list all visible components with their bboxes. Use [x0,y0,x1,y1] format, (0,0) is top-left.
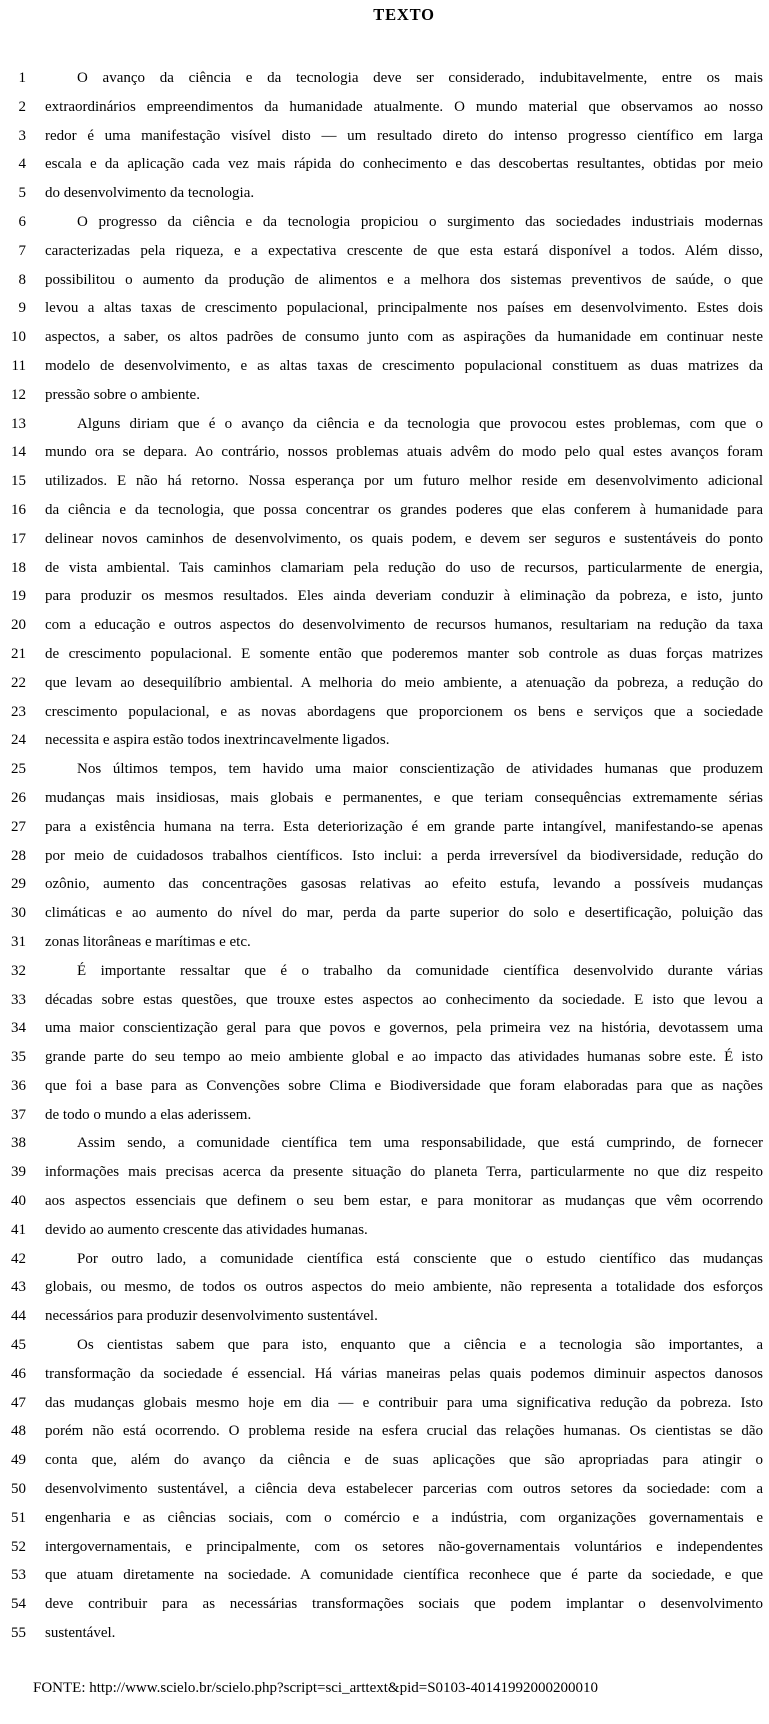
line-text: O progresso da ciência e da tecnologia propiciou o surgimento das sociedades industriais modernas [77,213,763,230]
line-row [0,1417,769,1446]
line-number: 8 [18,271,26,288]
line-row [0,1590,769,1619]
line-row [0,323,769,352]
line-number: 29 [11,876,26,893]
line-text: escala e da aplicação cada vez mais rápida do conhecimento e das descobertas resultantes, obtidas por meio [45,156,763,173]
line-row [0,1187,769,1216]
line-text: para produzir os mesmos resultados. Eles ainda deveriam conduzir à eliminação da pobreza, e isto, junto [45,588,763,605]
line-number: 34 [11,1020,26,1037]
line-row [0,755,769,784]
line-text: com a educação e outros aspectos do desenvolvimento de recursos humanos, resultariam na redução da taxa [45,617,763,634]
line-number: 12 [11,386,26,403]
line-number: 17 [11,530,26,547]
line-row [0,870,769,899]
line-text: ozônio, aumento das concentrações gasosas relativas ao efeito estufa, levando a possíveis mudanças [45,876,763,893]
line-row [0,698,769,727]
line-number: 9 [18,300,26,317]
line-number: 46 [11,1365,26,1382]
line-row [0,669,769,698]
line-number: 14 [11,444,26,461]
line-number: 31 [11,933,26,950]
line-number: 6 [18,213,26,230]
line-row [0,928,769,957]
line-row [0,1043,769,1072]
line-number: 35 [11,1049,26,1066]
line-row [0,1072,769,1101]
line-number: 21 [11,645,26,662]
line-number: 7 [18,242,26,259]
line-number: 23 [11,703,26,720]
line-text: para a existência humana na terra. Esta deteriorização é em grande parte intangível, manifestando-se apenas [45,818,763,835]
line-row [0,496,769,525]
line-row [0,381,769,410]
line-number: 40 [11,1193,26,1210]
line-row [0,1216,769,1245]
source-line [33,1674,598,1702]
line-row [0,64,769,93]
line-row [0,813,769,842]
line-text: É importante ressaltar que é o trabalho da comunidade científica desenvolvido durante várias [77,962,763,979]
line-number: 28 [11,847,26,864]
line-text: porém não está ocorrendo. O problema reside na esfera crucial das relações humanas. Os cientistas se dão [45,1423,763,1440]
line-row [0,842,769,871]
line-number: 5 [18,185,26,202]
line-row [0,784,769,813]
line-row [0,582,769,611]
line-number: 22 [11,674,26,691]
line-number: 52 [11,1538,26,1555]
line-row [0,410,769,439]
line-number: 50 [11,1481,26,1498]
line-number: 41 [11,1221,26,1238]
line-number: 4 [18,156,26,173]
page-title: TEXTO [373,5,435,24]
line-row [0,266,769,295]
line-number: 26 [11,789,26,806]
line-text: modelo de desenvolvimento, e as altas taxas de crescimento populacional constituem as duas matrizes da [45,357,763,374]
line-row [0,1014,769,1043]
line-row [0,1561,769,1590]
line-number: 19 [11,588,26,605]
line-text: intergovernamentais, e principalmente, com os setores não-governamentais voluntários e independentes [45,1538,763,1555]
line-text: aos aspectos essenciais que definem o seu bem estar, e para monitorar as mudanças que vêm ocorrendo [45,1193,763,1210]
line-row [0,1158,769,1187]
line-text: de crescimento populacional. E somente então que poderemos manter sob controle as duas forças matrizes [45,645,763,662]
line-row [0,352,769,381]
line-text: Por outro lado, a comunidade científica está consciente que o estudo científico das mudanças [77,1250,763,1267]
line-text: Nos últimos tempos, tem havido uma maior conscientização de atividades humanas que produzem [77,761,763,778]
line-text: que levam ao desequilíbrio ambiental. A melhoria do meio ambiente, a atenuação da pobreza, a redução do [45,674,763,691]
line-number: 20 [11,617,26,634]
line-number: 47 [11,1394,26,1411]
line-number: 51 [11,1509,26,1526]
line-text: delinear novos caminhos de desenvolvimento, os quais podem, e devem ser seguros e sustentáveis do ponto [45,530,763,547]
line-text: sustentável. [45,1625,116,1642]
line-row [0,237,769,266]
line-row [0,1446,769,1475]
line-number: 49 [11,1452,26,1469]
source-label: FONTE: [33,1680,86,1696]
lines [0,64,769,1648]
line-text: zonas litorâneas e marítimas e etc. [45,933,251,950]
line-number: 45 [11,1337,26,1354]
line-text: globais, ou mesmo, de todos os outros aspectos do meio ambiente, não representa a totalidade dos esforços [45,1279,763,1296]
line-row [0,1504,769,1533]
line-text: mudanças mais insidiosas, mais globais e permanentes, e que teriam consequências extremamente sérias [45,789,763,806]
line-row [0,438,769,467]
line-text: engenharia e as ciências sociais, com o comércio e a indústria, com organizações governamentais e [45,1509,763,1526]
line-number: 11 [11,357,26,374]
line-number: 27 [11,818,26,835]
line-number: 24 [11,732,26,749]
line-row [0,1245,769,1274]
line-number: 2 [18,98,26,115]
line-row [0,467,769,496]
line-text: aspectos, a saber, os altos padrões de consumo junto com as aspirações da humanidade em continuar neste [45,329,763,346]
line-number: 54 [11,1596,26,1613]
line-text: do desenvolvimento da tecnologia. [45,185,255,202]
line-text: Alguns diriam que é o avanço da ciência e da tecnologia que provocou estes problemas, com que o [77,415,763,432]
line-row [0,1129,769,1158]
line-number: 53 [11,1567,26,1584]
line-number: 39 [11,1164,26,1181]
line-row [0,179,769,208]
line-text: transformação da sociedade é essencial. Há várias maneiras pelas quais podemos diminuir aspectos danosos [45,1365,763,1382]
line-text: uma maior conscientização geral para que povos e governos, pela primeira vez na história, devotassem uma [45,1020,763,1037]
line-row [0,1475,769,1504]
line-number: 18 [11,559,26,576]
line-number: 44 [11,1308,26,1325]
line-text: da ciência e da tecnologia, que possa concentrar os grandes poderes que elas conferem à humanidade para [45,501,763,518]
line-number: 1 [18,70,26,86]
line-text: necessários para produzir desenvolvimento sustentável. [45,1308,378,1325]
line-row [0,899,769,928]
line-number: 32 [11,962,26,979]
line-text: O avanço da ciência e da tecnologia deve ser considerado, indubitavelmente, entre os mais [77,70,763,86]
line-number: 36 [11,1077,26,1094]
line-text: desenvolvimento sustentável, a ciência deva estabelecer parcerias com outros setores da sociedade: com a [45,1481,763,1498]
line-row [0,93,769,122]
line-number: 15 [11,473,26,490]
line-text: por meio de cuidadosos trabalhos científicos. Isto inclui: a perda irreversível da biodiversidade, redução do [45,847,763,864]
line-row [0,1101,769,1130]
source-url: http://www.scielo.br/scielo.php?script=sci_arttext&pid=S0103-40141992000200010 [89,1680,599,1696]
line-text: grande parte do seu tempo ao meio ambiente global e ao impacto das atividades humanas sobre este. É isto [45,1049,763,1066]
line-number: 43 [11,1279,26,1296]
line-row [0,611,769,640]
line-text: que atuam diretamente na sociedade. A comunidade científica reconhece que é parte da sociedade, e que [45,1567,763,1584]
line-number: 48 [11,1423,26,1440]
line-row [0,1360,769,1389]
line-text: mundo ora se depara. Ao contrário, nossos problemas atuais advêm do modo pelo qual estes avanços foram [45,444,763,461]
line-row [0,957,769,986]
line-text: climáticas e ao aumento do nível do mar, perda da parte superior do solo e desertificação, poluição das [45,905,763,922]
line-text: informações mais precisas acerca da presente situação do planeta Terra, particularmente no que diz respeito [45,1164,763,1181]
line-text: devido ao aumento crescente das atividades humanas. [45,1221,368,1238]
line-text: que foi a base para as Convenções sobre Clima e Biodiversidade que foram elaboradas para que as nações [45,1077,763,1094]
line-number: 13 [11,415,26,432]
line-number: 42 [11,1250,26,1267]
line-text: deve contribuir para as necessárias transformações sociais que podem implantar o desenvolvimento [45,1596,763,1613]
line-row [0,1389,769,1418]
line-row [0,1533,769,1562]
line-number: 30 [11,905,26,922]
line-text: utilizados. E não há retorno. Nossa esperança por um futuro melhor reside em desenvolvimento adicional [45,473,763,490]
line-number: 38 [11,1135,26,1152]
line-text: Assim sendo, a comunidade científica tem uma responsabilidade, que está cumprindo, de fornecer [77,1135,763,1152]
line-text: pressão sobre o ambiente. [45,386,200,403]
line-text: décadas sobre estas questões, que trouxe estes aspectos ao conhecimento da sociedade. E isto que levou a [45,991,763,1008]
line-number: 3 [18,127,26,144]
line-text: caracterizadas pela riqueza, e a expectativa crescente de que esta estará disponível a todos. Além disso, [45,242,763,259]
line-text: de todo o mundo a elas aderissem. [45,1106,252,1123]
line-text: conta que, além do avanço da ciência e de suas aplicações que são apropriadas para atingir o [45,1452,763,1469]
line-row [0,640,769,669]
line-row [0,1273,769,1302]
line-row [0,986,769,1015]
line-row [0,1619,769,1648]
line-text: redor é uma manifestação visível disto — um resultado direto do intenso progresso científico em larga [45,127,763,144]
line-number: 25 [11,761,26,778]
line-row [0,150,769,179]
line-number: 16 [11,501,26,518]
line-row [0,1331,769,1360]
line-row [0,554,769,583]
line-number: 37 [11,1106,26,1123]
line-row [0,208,769,237]
line-text: necessita e aspira estão todos inextrincavelmente ligados. [45,732,390,749]
line-number: 33 [11,991,26,1008]
line-number: 55 [11,1625,26,1642]
line-text: das mudanças globais mesmo hoje em dia — e contribuir para uma significativa redução da pobreza. Isto [45,1394,763,1411]
line-row [0,122,769,151]
line-text: crescimento populacional, e as novas abordagens que proporcionem os bens e serviços que a sociedade [45,703,763,720]
line-row [0,726,769,755]
line-row [0,1302,769,1331]
line-text: extraordinários empreendimentos da humanidade atualmente. O mundo material que observamos ao nosso [45,98,763,115]
line-text: levou a altas taxas de crescimento populacional, principalmente nos países em desenvolvimento. Estes dois [45,300,763,317]
line-text: Os cientistas sabem que para isto, enquanto que a ciência e a tecnologia são importantes, a [77,1337,763,1354]
line-text: possibilitou o aumento da produção de alimentos e a melhora dos sistemas preventivos de saúde, o que [45,271,763,288]
line-row [0,294,769,323]
line-text: de vista ambiental. Tais caminhos clamariam pela redução do uso de recursos, particularmente de energia, [45,559,763,576]
line-row [0,525,769,554]
line-number: 10 [11,329,26,346]
